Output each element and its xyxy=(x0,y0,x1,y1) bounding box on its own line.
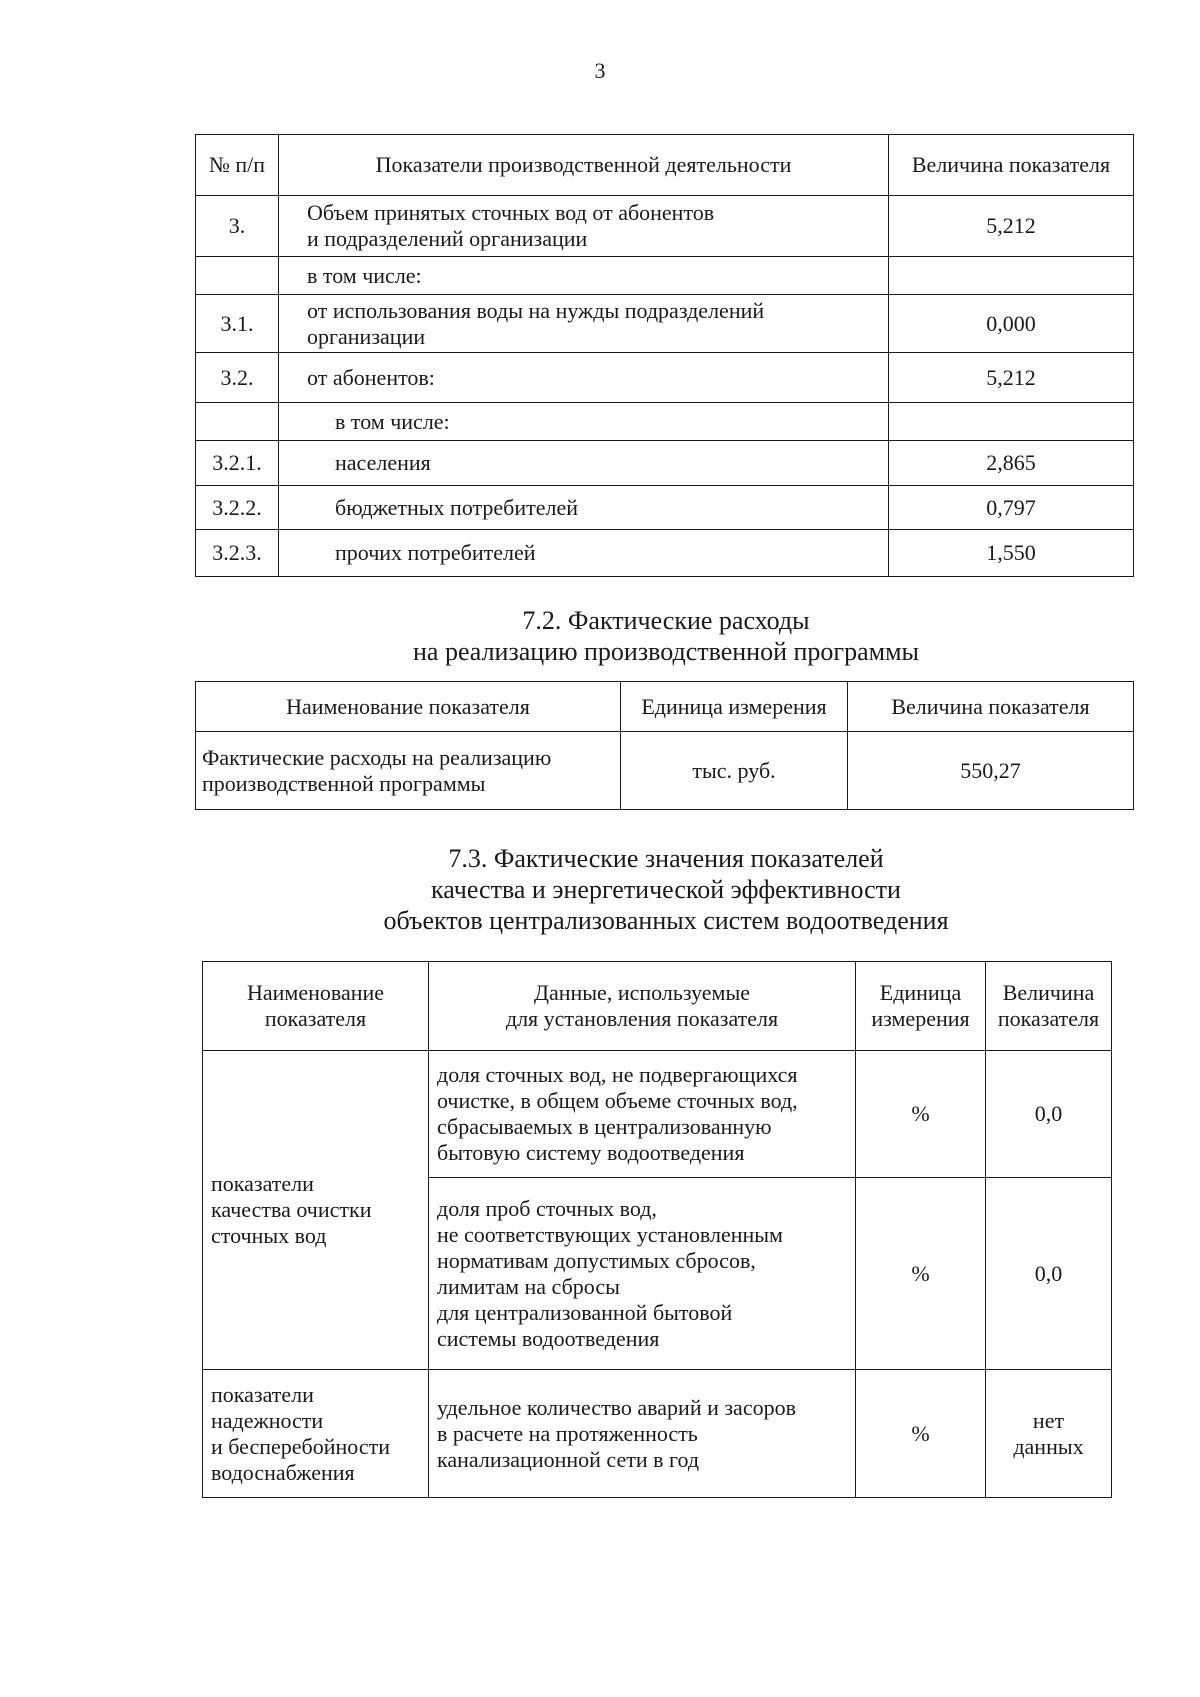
table-row xyxy=(203,1051,1112,1178)
row-value: 0,000 xyxy=(889,295,1134,353)
data-line: удельное количество аварий и засоров xyxy=(437,1394,796,1420)
row-label: прочих потребителей xyxy=(279,530,889,577)
row-label: бюджетных потребителей xyxy=(279,486,889,530)
header-num: № п/п xyxy=(196,135,279,196)
header-line: показателя xyxy=(997,1006,1100,1031)
page-number: 3 xyxy=(594,58,606,83)
header-indicators: Показатели производственной деятельности xyxy=(279,135,889,196)
data-line: не соответствующих установленным xyxy=(437,1221,783,1247)
data-line: нормативам допустимых сбросов, xyxy=(437,1247,756,1273)
row-num: 3. xyxy=(196,196,279,257)
header-line: измерения xyxy=(871,1006,970,1031)
header-line: показателя xyxy=(264,1006,367,1031)
row-num: 3.2.3. xyxy=(196,530,279,577)
data-line: в расчете на протяженность xyxy=(437,1420,698,1446)
row-unit: % xyxy=(856,1178,986,1370)
header-unit xyxy=(856,962,986,1051)
table-row xyxy=(196,732,1134,810)
group-name-line: надежности xyxy=(211,1407,324,1433)
title-line: на реализацию производственной программы xyxy=(412,637,919,666)
table-row xyxy=(196,353,1134,403)
row-value: 0,797 xyxy=(889,486,1134,530)
value-line: данных xyxy=(1013,1433,1084,1459)
production-indicators-table xyxy=(195,134,1134,577)
group-name-cleaning-quality xyxy=(203,1051,429,1370)
data-line: для централизованной бытовой xyxy=(437,1299,733,1325)
row-name xyxy=(196,732,621,810)
row-num xyxy=(196,257,279,295)
row-unit: тыс. руб. xyxy=(621,732,848,810)
row-num: 3.2.2. xyxy=(196,486,279,530)
section-7-2-title xyxy=(0,605,1200,667)
row-unit: % xyxy=(856,1051,986,1178)
row-label-line: и подразделений организации xyxy=(307,226,588,251)
header-line: для установления показателя xyxy=(505,1006,779,1031)
data-line: канализационной сети в год xyxy=(437,1446,700,1472)
data-line: системы водоотведения xyxy=(437,1325,660,1351)
value-line: нет xyxy=(1032,1407,1065,1433)
row-label xyxy=(279,295,889,353)
row-data xyxy=(429,1178,856,1370)
header-line: Величина xyxy=(1002,980,1095,1005)
header-line: Наименование xyxy=(246,980,385,1005)
title-line: объектов централизованных систем водоотведения xyxy=(383,906,949,935)
row-value: 550,27 xyxy=(848,732,1134,810)
group-name-reliability xyxy=(203,1370,429,1498)
header-value: Величина показателя xyxy=(889,135,1134,196)
table-row xyxy=(196,257,1134,295)
group-name-line: качества очистки xyxy=(211,1197,372,1222)
row-data xyxy=(429,1051,856,1178)
row-data xyxy=(429,1370,856,1498)
row-value xyxy=(889,403,1134,441)
table-header-row xyxy=(203,962,1112,1051)
data-line: доля проб сточных вод, xyxy=(437,1195,657,1221)
row-value xyxy=(889,257,1134,295)
row-label-line: Объем принятых сточных вод от абонентов xyxy=(307,200,715,225)
row-value xyxy=(986,1370,1112,1498)
title-line: 7.3. Фактические значения показателей xyxy=(448,844,884,873)
header-unit: Единица измерения xyxy=(621,682,848,732)
group-name-line: показатели xyxy=(211,1171,314,1196)
row-num: 3.1. xyxy=(196,295,279,353)
table-row xyxy=(203,1370,1112,1498)
row-value: 5,212 xyxy=(889,196,1134,257)
header-name xyxy=(203,962,429,1051)
data-line: сбрасываемых в централизованную xyxy=(437,1114,772,1139)
table-row xyxy=(196,441,1134,486)
row-label: в том числе: xyxy=(279,403,889,441)
row-value: 2,865 xyxy=(889,441,1134,486)
row-label xyxy=(279,196,889,257)
table-row xyxy=(196,486,1134,530)
quality-indicators-table xyxy=(202,961,1112,1498)
section-7-3-title xyxy=(0,843,1200,936)
table-row xyxy=(196,295,1134,353)
table-header-row xyxy=(196,135,1134,196)
row-label-line: организации xyxy=(307,323,426,349)
group-name-line: и бесперебойности xyxy=(211,1433,390,1459)
expenses-table xyxy=(195,681,1134,810)
row-label: от абонентов: xyxy=(279,353,889,403)
row-value: 0,0 xyxy=(986,1051,1112,1178)
row-name-line: производственной программы xyxy=(202,770,486,796)
data-line: доля сточных вод, не подвергающихся xyxy=(437,1062,798,1087)
data-line: лимитам на сбросы xyxy=(437,1273,620,1299)
row-unit: % xyxy=(856,1370,986,1498)
row-value: 5,212 xyxy=(889,353,1134,403)
row-value: 0,0 xyxy=(986,1178,1112,1370)
title-line: 7.2. Фактические расходы xyxy=(522,606,810,635)
header-name: Наименование показателя xyxy=(196,682,621,732)
header-line: Данные, используемые xyxy=(533,980,751,1005)
table-row xyxy=(196,403,1134,441)
row-num xyxy=(196,403,279,441)
row-num: 3.2. xyxy=(196,353,279,403)
header-data xyxy=(429,962,856,1051)
table-row xyxy=(196,196,1134,257)
row-value: 1,550 xyxy=(889,530,1134,577)
table-header-row xyxy=(196,682,1134,732)
group-name-line: сточных вод xyxy=(211,1223,327,1248)
row-name-line: Фактические расходы на реализацию xyxy=(202,744,552,770)
table-row xyxy=(196,530,1134,577)
data-line: очистке, в общем объеме сточных вод, xyxy=(437,1088,798,1113)
group-name-line: водоснабжения xyxy=(211,1459,355,1485)
row-label: в том числе: xyxy=(279,257,889,295)
header-line: Единица xyxy=(879,980,962,1005)
header-value: Величина показателя xyxy=(848,682,1134,732)
data-line: бытовую систему водоотведения xyxy=(437,1140,745,1165)
title-line: качества и энергетической эффективности xyxy=(431,875,901,904)
row-label-line: от использования воды на нужды подразделений xyxy=(307,297,765,323)
group-name-line: показатели xyxy=(211,1381,314,1407)
row-label: населения xyxy=(279,441,889,486)
header-value xyxy=(986,962,1112,1051)
row-num: 3.2.1. xyxy=(196,441,279,486)
